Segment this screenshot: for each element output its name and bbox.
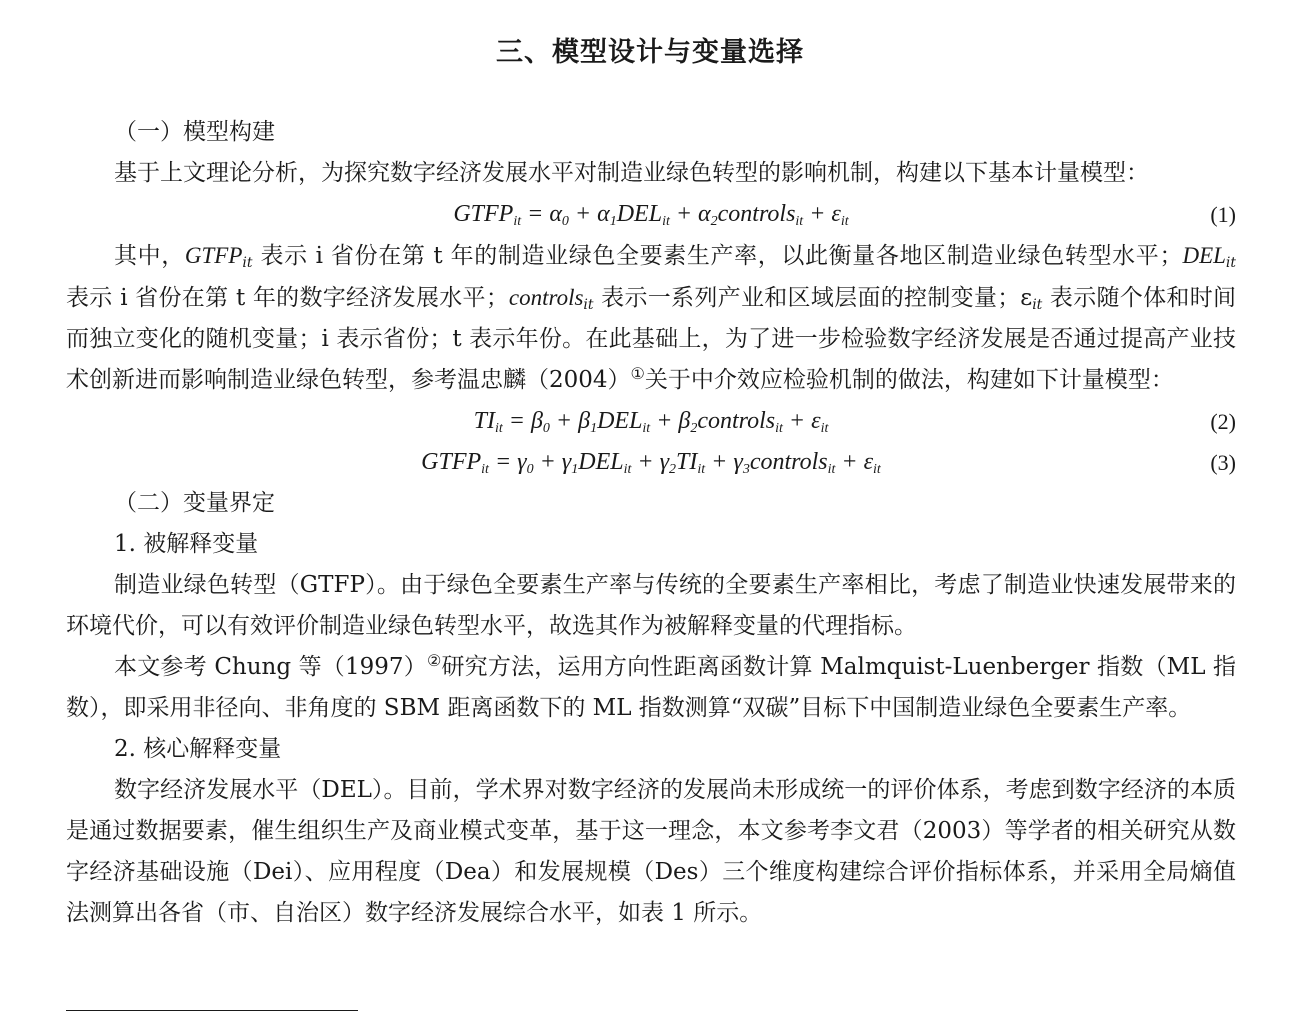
equation-number-2: (2) <box>1210 409 1236 434</box>
equation-1 <box>66 194 1236 235</box>
paragraph-del: 数字经济发展水平（DEL）。目前，学术界对数字经济的发展尚未形成统一的评价体系，考虑到数字经济的本质是通过数据要素，催生组织生产及商业模式变革，基于这一理念，本文参考李文君（2003）等学者的相关研究从数字经济基础设施（Dei）、应用程度（Dea）和发展规模（Des）三个维度构建综合评价指标体系，并采用全局熵值法测算出各省（市、自治区）数字经济发展综合水平，如表 1 所示。 <box>66 777 1236 926</box>
footnote-marker-1: ① <box>630 364 645 383</box>
footnote-divider <box>66 1010 358 1011</box>
paragraph-variable-definitions: 其中，$GTFP_{it}$ 表示 i 省份在第 t 年的制造业绿色全要素生产率，以此衡量各地区制造业绿色转型水平；$DEL_{it}$ 表示 i 省份在第 t 年的数字经济发展水平；controls$_{it}$ 表示一系列产业和区域层面的控制变量；$\varepsilon_{it}$ 表示随个体和时间而独立变化的随机变量；i 表示省份；t 表示年份。在此基础上，为了进一步检验数字经济发展是否通过提高产业技术创新进而影响制造业绿色转型，参考温忠麟（2004）①关于中介效应检验机制的做法，构建如下计量模型： <box>66 243 1237 393</box>
eq2-formula: $TI_{it} = \beta_0 + \beta_1DEL_{it}$ + $\beta_2controls_{it} + \varepsilon_{it}$ <box>473 408 829 436</box>
equation-number-1: (1) <box>1210 202 1236 227</box>
eq1-formula: $GTFP_{it} = \alpha_0 + \alpha_1DEL_{it}$ + $\alpha_2controls_{it} + \varepsilon_{it}$ <box>453 201 849 229</box>
document-body <box>66 112 1236 934</box>
eq3-formula: $GTFP_{it} = \gamma_0 + \gamma_1DEL_{it} + \gamma_2TI_{it}$ + $\gamma_3controls_{it} + \varepsilon_{it}$ <box>421 449 881 477</box>
equation-2 <box>66 401 1236 442</box>
paragraph-model-intro: 基于上文理论分析，为探究数字经济发展水平对制造业绿色转型的影响机制，构建以下基本计量模型： <box>114 160 1149 186</box>
paragraph-ml-index: 本文参考 Chung 等（1997）②研究方法，运用方向性距离函数计算 Malmquist-Luenberger 指数（ML 指数），即采用非径向、非角度的 SBM 距离函数下的 ML 指数测算“双碳”目标下中国制造业绿色全要素生产率。 <box>66 651 1236 721</box>
sub-heading-core-variable: 2. 核心解释变量 <box>114 736 282 762</box>
equation-number-3: (3) <box>1210 450 1236 475</box>
section-title: 三、模型设计与变量选择 <box>496 37 804 68</box>
sub-heading-dependent-variable: 1. 被解释变量 <box>114 531 259 557</box>
subsection-heading-model: （一）模型构建 <box>114 119 275 145</box>
subsection-heading-variables: （二）变量界定 <box>114 490 275 516</box>
equation-3 <box>66 442 1236 483</box>
footnote-marker-2: ② <box>426 651 442 670</box>
paragraph-gtfp: 制造业绿色转型（GTFP）。由于绿色全要素生产率与传统的全要素生产率相比，考虑了制造业快速发展带来的环境代价，可以有效评价制造业绿色转型水平，故选其作为被解释变量的代理指标。 <box>66 572 1236 639</box>
